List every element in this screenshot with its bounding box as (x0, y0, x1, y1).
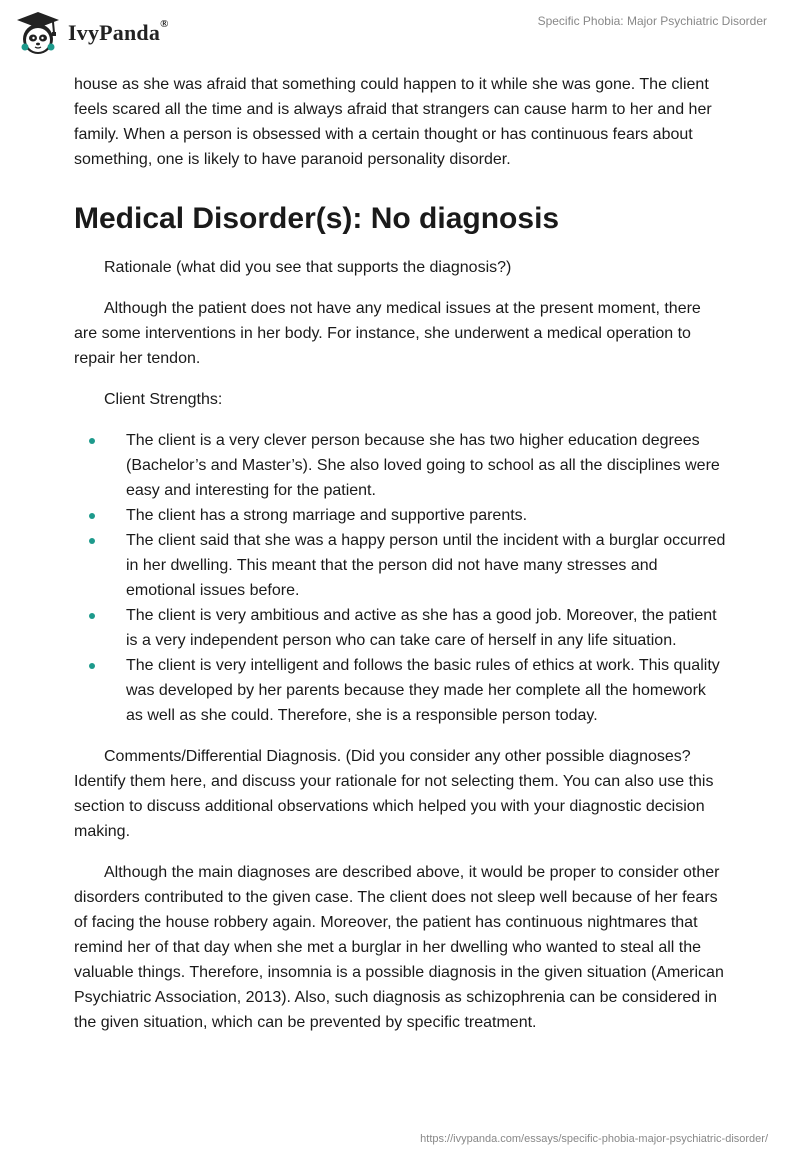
list-item: The client is a very clever person because she has two higher education degrees (Bachelor’s and Master’s). She also loved going to school as all the disciplines were easy and interesting for the patient. (74, 428, 726, 503)
essay-body (74, 72, 726, 1035)
rationale-label: Rationale (what did you see that supports the diagnosis?) (104, 259, 512, 276)
logo-wordmark: IvyPanda® (68, 18, 169, 45)
list-item: The client said that she was a happy person until the incident with a burglar occurred in her dwelling. This meant that the person did not have many stresses and emotional issues before. (74, 528, 726, 603)
comments-paragraph: Comments/Differential Diagnosis. (Did you consider any other possible diagnoses? Identify them here, and discuss your rationale for not selecting them. You can also use this section to discuss additional observations which helped you with your diagnostic decision making. (74, 748, 714, 840)
strengths-list (74, 428, 726, 728)
site-logo[interactable] (14, 9, 169, 57)
bullet-icon (89, 438, 95, 444)
list-item: The client has a strong marriage and supportive parents. (74, 503, 726, 528)
source-url[interactable]: https://ivypanda.com/essays/specific-phobia-major-psychiatric-disorder/ (420, 1133, 768, 1145)
bullet-icon (89, 538, 95, 544)
section-heading: Medical Disorder(s): No diagnosis (74, 202, 560, 235)
bullet-icon (89, 513, 95, 519)
strengths-label: Client Strengths: (104, 391, 223, 408)
panda-logo-icon (14, 9, 62, 57)
page-header (0, 0, 800, 70)
intro-paragraph: house as she was afraid that something could happen to it while she was gone. The client feels scared all the time and is always afraid that strangers can cause harm to her and her family. When a person is obsessed with a certain thought or has continuous fears about something, one is likely to have paranoid personality disorder. (74, 76, 712, 168)
bullet-icon (89, 613, 95, 619)
final-paragraph: Although the main diagnoses are described above, it would be proper to consider other disorders contributed to the given case. The client does not sleep well because of her fears of facing the house robbery again. Moreover, the patient has continuous nightmares that remind her of that day when she met a burglar in her dwelling who wanted to steal all the valuable things. Therefore, insomnia is a possible diagnosis in the given situation (American Psychiatric Association, 2013). Also, such diagnosis as schizophrenia can be considered in the given situation, which can be prevented by specific treatment. (74, 864, 724, 1031)
document-title: Specific Phobia: Major Psychiatric Disorder (537, 14, 767, 28)
bullet-icon (89, 663, 95, 669)
list-item: The client is very intelligent and follows the basic rules of ethics at work. This quality was developed by her parents because they made her complete all the homework as well as she could. Therefore, she is a responsible person today. (74, 653, 726, 728)
list-item: The client is very ambitious and active as she has a good job. Moreover, the patient is a very independent person who can take care of herself in any life situation. (74, 603, 726, 653)
rationale-paragraph: Although the patient does not have any medical issues at the present moment, there are some interventions in her body. For instance, she underwent a medical operation to repair her tendon. (74, 300, 701, 367)
